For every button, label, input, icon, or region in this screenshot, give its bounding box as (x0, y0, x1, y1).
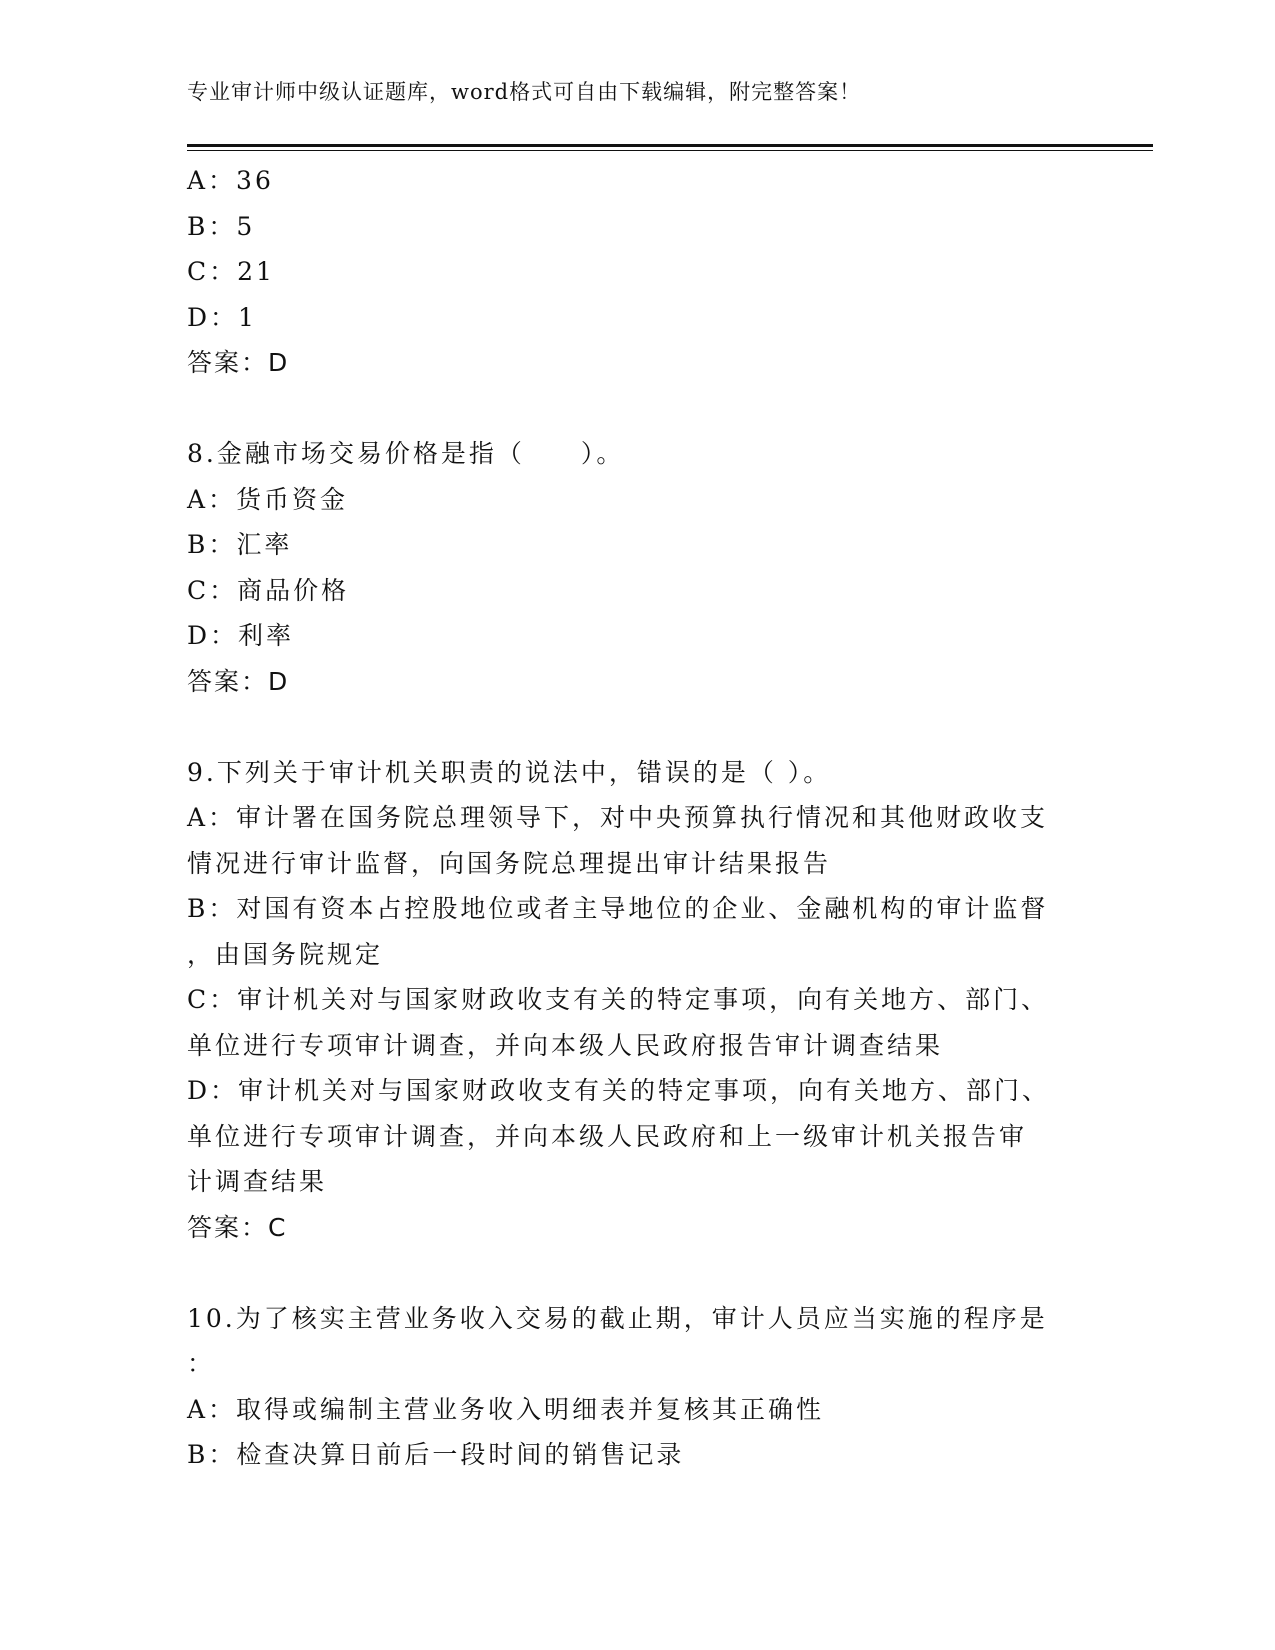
question-8-block (187, 431, 1087, 704)
option-b-line-2: ，由国务院规定 (187, 939, 384, 969)
option-b: B：检查决算日前后一段时间的销售记录 (187, 1440, 685, 1469)
option-d-line-1: D：审计机关对与国家财政收支有关的特定事项，向有关地方、部门、 (187, 1076, 1051, 1105)
question-7-block (187, 158, 1087, 386)
question-10-block (187, 1296, 1087, 1478)
question-text: 9.下列关于审计机关职责的说法中，错误的是（ ）。 (187, 757, 832, 787)
answer-line: 答案：D (187, 666, 290, 696)
option-c: C：21 (187, 257, 275, 286)
question-text-line-2: ： (187, 1349, 216, 1378)
option-c: C：商品价格 (187, 575, 350, 605)
spacer (187, 386, 1087, 432)
answer-line: 答案：C (187, 1212, 288, 1242)
option-c-line-1: C：审计机关对与国家财政收支有关的特定事项，向有关地方、部门、 (187, 985, 1050, 1014)
option-b: B：5 (187, 211, 256, 241)
option-a-line-1: A：审计署在国务院总理领导下，对中央预算执行情况和其他财政收支 (187, 803, 1049, 832)
question-text: 8.金融市场交易价格是指（ ）。 (187, 439, 625, 468)
option-a-line-2: 情况进行审计监督，向国务院总理提出审计结果报告 (187, 848, 832, 878)
option-d-line-3: 计调查结果 (187, 1167, 328, 1196)
header-rule-thick (187, 144, 1153, 147)
option-d: D：利率 (187, 621, 295, 650)
option-a: A：取得或编制主营业务收入明细表并复核其正确性 (187, 1394, 825, 1424)
option-d: D：1 (187, 302, 257, 332)
spacer (187, 1250, 1087, 1296)
answer-line: 答案：D (187, 348, 290, 377)
question-content (187, 158, 1087, 1478)
option-c-line-2: 单位进行专项审计调查，并向本级人民政府报告审计调查结果 (187, 1030, 944, 1060)
option-d-line-2: 单位进行专项审计调查，并向本级人民政府和上一级审计机关报告审 (187, 1121, 1028, 1151)
option-a: A：货币资金 (187, 484, 349, 514)
option-b: B：汇率 (187, 530, 293, 559)
question-9-block (187, 750, 1087, 1251)
header-rule-thin (187, 150, 1153, 151)
option-b-line-1: B：对国有资本占控股地位或者主导地位的企业、金融机构的审计监督 (187, 894, 1049, 923)
spacer (187, 704, 1087, 750)
page-header: 专业审计师中级认证题库，word格式可自由下载编辑，附完整答案！ (187, 80, 862, 104)
question-text-line-1: 10.为了核实主营业务收入交易的截止期，审计人员应当实施的程序是 (187, 1303, 1048, 1333)
option-a: A：36 (187, 166, 274, 195)
